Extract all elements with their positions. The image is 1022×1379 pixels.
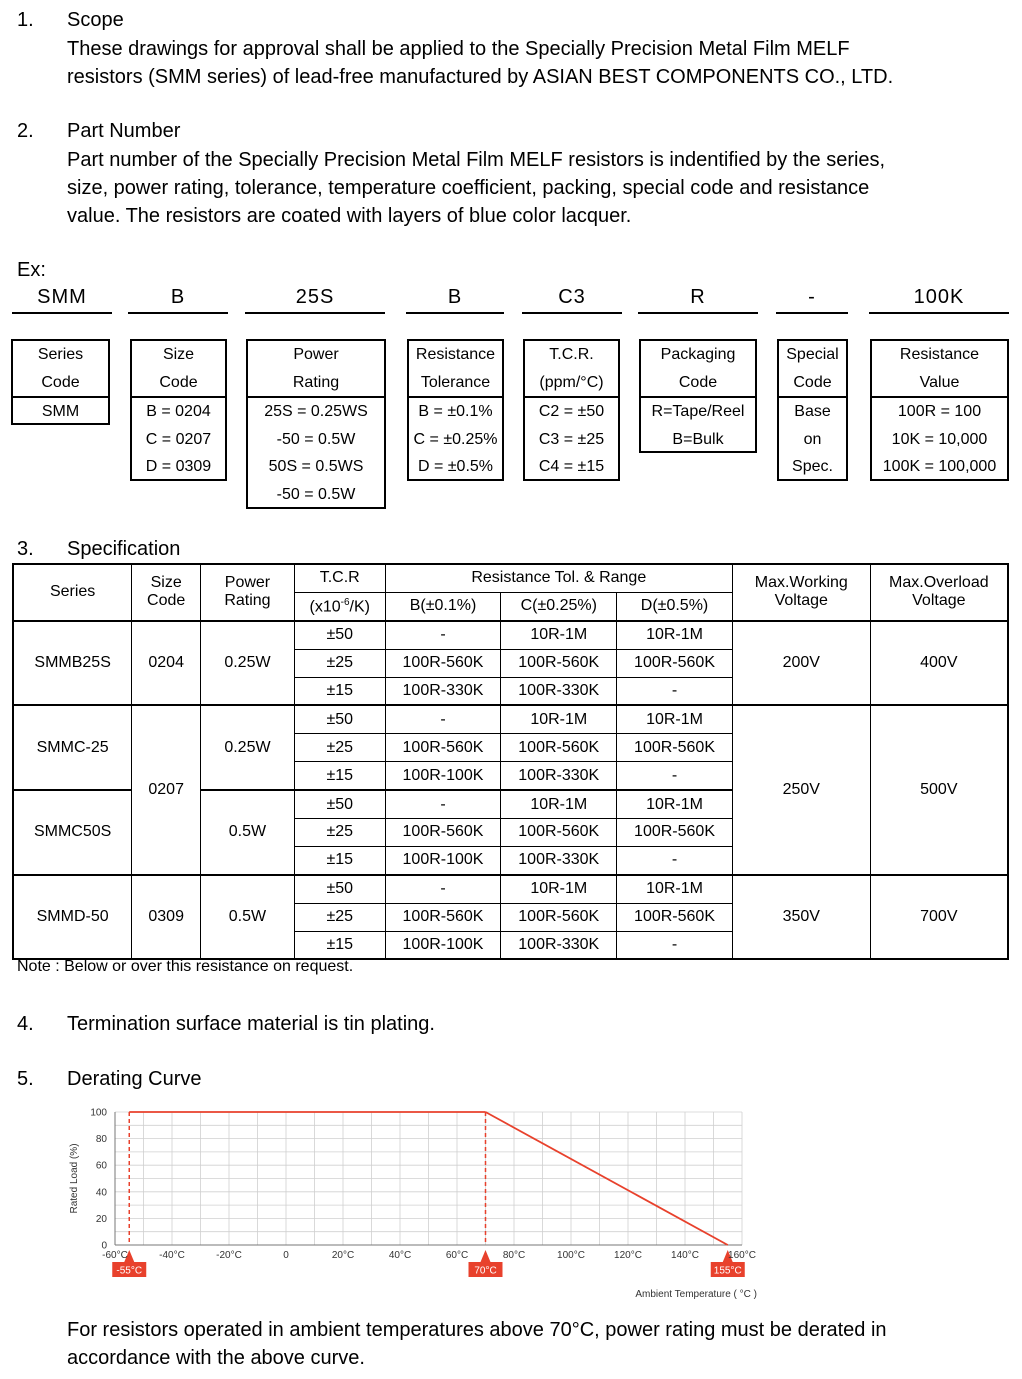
- x-tick-label: 100°C: [557, 1250, 585, 1261]
- box-header-line: Resistance: [899, 346, 980, 363]
- box-header-line: Size: [162, 346, 195, 363]
- code-box-value: [870, 339, 1009, 481]
- box-item: C = ±0.25%: [413, 430, 498, 448]
- header-col-b: B(±0.1%): [385, 592, 501, 620]
- cell-max-overload: 500V: [870, 705, 1008, 874]
- box-item: 10K = 10,000: [891, 430, 988, 448]
- cell-range-c: 10R-1M: [501, 705, 617, 733]
- box-item: 100R = 100: [897, 403, 982, 420]
- example-token-special: -: [808, 286, 816, 308]
- example-underline: [638, 312, 758, 314]
- box-item: SMM: [41, 403, 80, 420]
- box-item: C2 = ±50: [538, 403, 605, 420]
- example-token-size: B: [170, 286, 186, 308]
- cell-max-overload: 700V: [870, 875, 1008, 960]
- cell-range-b: -: [385, 790, 501, 818]
- cell-range-b: 100R-560K: [385, 734, 501, 762]
- box-header-line: Tolerance: [420, 373, 491, 391]
- header-line: Max.Overload: [889, 574, 989, 592]
- table-row: [13, 705, 1008, 733]
- cell-tcr: ±15: [294, 846, 385, 874]
- box-header-line: Resistance: [415, 346, 496, 363]
- cell-tcr: ±15: [294, 762, 385, 790]
- cell-series: SMMD-50: [13, 875, 132, 960]
- x-tick-label: -20°C: [216, 1250, 242, 1261]
- code-box-series: [11, 339, 110, 425]
- section-5-number: 5.: [17, 1068, 34, 1090]
- cell-range-d: 100R-560K: [617, 819, 733, 847]
- cell-tcr: ±15: [294, 931, 385, 959]
- cell-range-d: -: [617, 931, 733, 959]
- header-line: Voltage: [912, 592, 966, 610]
- example-label: Ex:: [17, 259, 46, 281]
- cell-range-d: -: [617, 762, 733, 790]
- cell-tcr: ±50: [294, 790, 385, 818]
- footer-line: accordance with the above curve.: [67, 1347, 365, 1369]
- table-header-row: [13, 564, 1008, 592]
- cell-size: 0207: [132, 705, 201, 874]
- cell-range-b: 100R-330K: [385, 677, 501, 705]
- cell-tcr: ±50: [294, 875, 385, 903]
- box-item: on: [803, 430, 822, 448]
- box-header-line: Code: [678, 373, 718, 391]
- section-4-number: 4.: [17, 1013, 34, 1035]
- y-tick-label: 0: [101, 1240, 107, 1252]
- example-underline: [406, 312, 504, 314]
- temperature-marker-label: 155°C: [713, 1265, 742, 1277]
- cell-range-b: 100R-100K: [385, 846, 501, 874]
- box-item: Spec.: [792, 458, 833, 475]
- box-item: Base: [794, 403, 831, 420]
- x-axis-label: Ambient Temperature ( °C ): [635, 1289, 757, 1300]
- x-tick-label: 20°C: [331, 1250, 355, 1261]
- cell-range-d: 10R-1M: [617, 705, 733, 733]
- section-2-body: [67, 146, 1007, 230]
- cell-tcr: ±25: [294, 903, 385, 931]
- table-row: [13, 621, 1008, 649]
- cell-tcr: ±25: [294, 734, 385, 762]
- y-axis-label: Rated Load (%): [69, 1143, 80, 1214]
- header-line: Code: [147, 592, 186, 610]
- cell-power: 0.5W: [201, 790, 295, 875]
- code-box-packaging: [639, 339, 757, 453]
- cell-max-working: 200V: [732, 621, 870, 706]
- derating-curve-chart: [60, 1100, 780, 1305]
- header-tcr: T.C.R: [294, 564, 385, 592]
- chart-grid: [115, 1112, 742, 1245]
- code-box-size: [130, 339, 227, 481]
- section-3-number: 3.: [17, 538, 34, 560]
- cell-range-d: 10R-1M: [617, 790, 733, 818]
- cell-tcr: ±25: [294, 819, 385, 847]
- code-box-special: [777, 339, 848, 481]
- cell-series: SMMB25S: [13, 621, 132, 706]
- x-tick-label: 60°C: [445, 1250, 469, 1261]
- box-item: -50 = 0.5W: [276, 430, 356, 448]
- example-token-series: SMM: [37, 286, 87, 308]
- header-col-d: D(±0.5%): [617, 592, 733, 620]
- cell-range-c: 10R-1M: [501, 790, 617, 818]
- header-resistance-range: Resistance Tol. & Range: [385, 564, 732, 592]
- box-item: 100K = 100,000: [882, 458, 997, 475]
- x-tick-label: -60°C: [102, 1250, 128, 1261]
- cell-power: 0.25W: [201, 705, 295, 790]
- box-header-line: Code: [793, 373, 832, 391]
- box-item: -50 = 0.5W: [276, 485, 356, 503]
- chart-markers: [112, 1250, 745, 1277]
- header-size: [132, 564, 201, 621]
- cell-range-b: -: [385, 875, 501, 903]
- table-row: [13, 875, 1008, 903]
- y-tick-label: 60: [95, 1160, 107, 1172]
- section-2-line: Part number of the Specially Precision Metal Film MELF resistors is indentified by the series,: [67, 149, 886, 171]
- cell-range-d: 100R-560K: [617, 903, 733, 931]
- section-2-title: Part Number: [67, 120, 181, 142]
- box-item: R=Tape/Reel: [651, 403, 745, 420]
- example-underline: [245, 312, 385, 314]
- x-tick-label: -40°C: [159, 1250, 185, 1261]
- box-header-line: T.C.R.: [549, 346, 594, 363]
- header-line: Rating: [224, 592, 271, 610]
- box-header-line: Code: [41, 373, 80, 391]
- cell-range-d: -: [617, 846, 733, 874]
- section-4-title: Termination surface material is tin plating.: [67, 1013, 435, 1035]
- box-item: C4 = ±15: [538, 458, 605, 475]
- example-underline: [776, 312, 848, 314]
- box-item: B = 0204: [146, 403, 211, 420]
- cell-range-d: 10R-1M: [617, 875, 733, 903]
- section-1-title: Scope: [67, 9, 124, 31]
- temperature-marker-label: 70°C: [474, 1265, 497, 1277]
- section-1-number: 1.: [17, 9, 34, 31]
- example-token-tcr: C3: [558, 286, 586, 308]
- cell-size: 0309: [132, 875, 201, 960]
- cell-max-working: 250V: [732, 705, 870, 874]
- box-header-line: Special: [786, 346, 839, 363]
- code-box-tcr: [523, 339, 620, 481]
- header-max-overload: [870, 564, 1008, 621]
- box-header-line: Series: [37, 346, 84, 363]
- section-1-body: [67, 35, 1007, 91]
- header-tcr-unit: [294, 592, 385, 620]
- header-max-working: [732, 564, 870, 621]
- y-tick-label: 100: [90, 1107, 107, 1119]
- cell-range-c: 100R-330K: [501, 762, 617, 790]
- box-header-line: Power: [293, 346, 339, 363]
- x-tick-label: 40°C: [388, 1250, 412, 1261]
- specification-table: [12, 563, 1009, 960]
- box-item: B = ±0.1%: [418, 403, 493, 420]
- box-header-line: Packaging: [660, 346, 736, 363]
- section-5-title: Derating Curve: [67, 1068, 202, 1090]
- header-line: Power: [224, 574, 271, 592]
- cell-range-b: 100R-100K: [385, 762, 501, 790]
- cell-power: 0.5W: [201, 875, 295, 960]
- header-line: Size: [150, 574, 182, 592]
- cell-range-b: 100R-560K: [385, 819, 501, 847]
- cell-series: SMMC50S: [13, 790, 132, 875]
- box-item: C3 = ±25: [538, 430, 605, 448]
- cell-range-c: 100R-330K: [501, 677, 617, 705]
- cell-range-b: 100R-560K: [385, 903, 501, 931]
- cell-range-b: 100R-100K: [385, 931, 501, 959]
- cell-range-c: 100R-560K: [501, 649, 617, 677]
- tcr-unit-suffix: /K): [349, 598, 370, 615]
- example-underline: [128, 312, 228, 314]
- y-tick-label: 40: [95, 1187, 107, 1199]
- footer-line: For resistors operated in ambient temperatures above 70°C, power rating must be derated in: [67, 1319, 887, 1341]
- cell-size: 0204: [132, 621, 201, 706]
- cell-power: 0.25W: [201, 621, 295, 706]
- cell-range-d: 100R-560K: [617, 649, 733, 677]
- section-3-title: Specification: [67, 538, 181, 560]
- tcr-unit-exponent: -6: [340, 596, 350, 608]
- cell-range-c: 10R-1M: [501, 621, 617, 649]
- cell-range-b: 100R-560K: [385, 649, 501, 677]
- section-1-line: resistors (SMM series) of lead-free manufactured by ASIAN BEST COMPONENTS CO., LTD.: [67, 66, 894, 88]
- cell-range-c: 100R-330K: [501, 931, 617, 959]
- cell-range-c: 10R-1M: [501, 875, 617, 903]
- box-item: D = 0309: [145, 458, 212, 475]
- box-item: 25S = 0.25WS: [264, 403, 368, 420]
- box-item: 50S = 0.5WS: [268, 458, 364, 475]
- header-series: Series: [13, 564, 132, 621]
- box-item: C = 0207: [145, 430, 212, 448]
- box-item: D = ±0.5%: [417, 458, 494, 475]
- cell-range-c: 100R-560K: [501, 903, 617, 931]
- box-header-line: Code: [159, 373, 198, 391]
- header-line: Voltage: [774, 592, 828, 610]
- section-2-number: 2.: [17, 120, 34, 142]
- cell-tcr: ±50: [294, 621, 385, 649]
- cell-max-working: 350V: [732, 875, 870, 960]
- temperature-marker-arrow: [481, 1250, 491, 1262]
- box-header-line: Rating: [292, 373, 340, 391]
- x-tick-label: 120°C: [614, 1250, 642, 1261]
- footer-text: [67, 1316, 1007, 1372]
- example-underline: [12, 312, 112, 314]
- cell-range-c: 100R-330K: [501, 846, 617, 874]
- code-box-power: [246, 339, 386, 509]
- cell-range-b: -: [385, 705, 501, 733]
- y-tick-label: 20: [95, 1213, 107, 1225]
- code-box-tolerance: [407, 339, 504, 481]
- header-power: [201, 564, 295, 621]
- example-token-power: 25S: [295, 286, 335, 308]
- section-2-line: value. The resistors are coated with layers of blue color lacquer.: [67, 205, 632, 227]
- tcr-unit-prefix: (x10: [309, 598, 341, 615]
- example-token-tolerance: B: [447, 286, 463, 308]
- x-tick-label: 160°C: [728, 1250, 756, 1261]
- cell-range-d: 100R-560K: [617, 734, 733, 762]
- cell-series: SMMC-25: [13, 705, 132, 790]
- example-token-packaging: R: [690, 286, 706, 308]
- cell-range-d: 10R-1M: [617, 621, 733, 649]
- temperature-marker-label: -55°C: [116, 1265, 143, 1277]
- header-line: Max.Working: [754, 574, 848, 592]
- box-header-line: Value: [919, 373, 960, 391]
- box-header-line: (ppm/°C): [539, 373, 604, 391]
- x-tick-label: 80°C: [502, 1250, 526, 1261]
- example-underline: [869, 312, 1009, 314]
- table-note: Note : Below or over this resistance on request.: [17, 958, 354, 975]
- cell-tcr: ±15: [294, 677, 385, 705]
- cell-tcr: ±50: [294, 705, 385, 733]
- cell-range-c: 100R-560K: [501, 734, 617, 762]
- example-underline: [522, 312, 622, 314]
- x-tick-label: 140°C: [671, 1250, 699, 1261]
- y-tick-label: 80: [95, 1134, 107, 1146]
- cell-range-c: 100R-560K: [501, 819, 617, 847]
- x-tick-label: 0: [283, 1250, 289, 1261]
- header-col-c: C(±0.25%): [501, 592, 617, 620]
- section-2-line: size, power rating, tolerance, temperature coefficient, packing, special code and resistance: [67, 177, 870, 199]
- cell-tcr: ±25: [294, 649, 385, 677]
- cell-max-overload: 400V: [870, 621, 1008, 706]
- section-1-line: These drawings for approval shall be applied to the Specially Precision Metal Film MELF: [67, 38, 850, 60]
- example-token-value: 100K: [913, 286, 965, 308]
- box-item: B=Bulk: [672, 430, 724, 448]
- cell-range-b: -: [385, 621, 501, 649]
- cell-range-d: -: [617, 677, 733, 705]
